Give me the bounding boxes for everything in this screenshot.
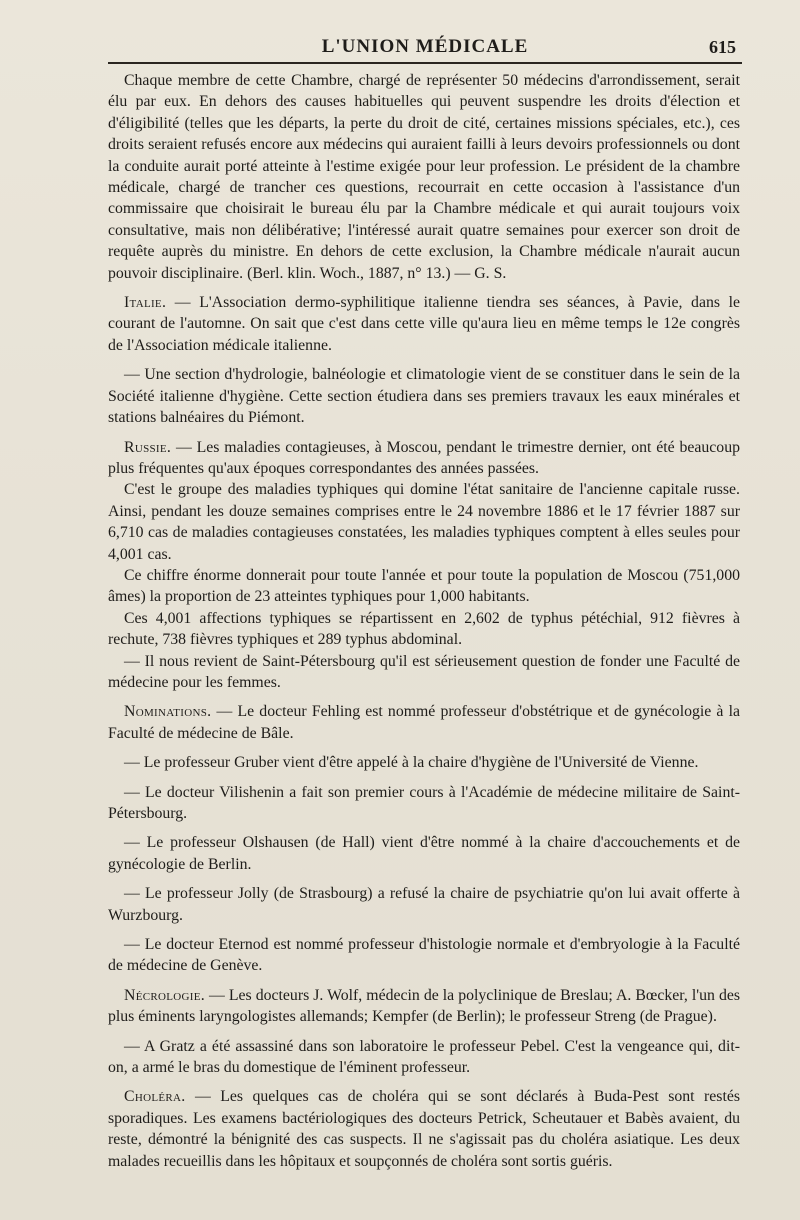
- paragraph-gruber: [108, 752, 740, 773]
- paragraph-gratz: [108, 1036, 740, 1079]
- article-body: [108, 70, 740, 1172]
- section-label-russie: Russie.: [124, 438, 172, 456]
- paragraph-text: — Le docteur Eternod est nommé professeur d'histologie normale et d'embryologie à la Faculté de médecine de Genève.: [108, 936, 740, 975]
- paragraph-text: — A Gratz a été assassiné dans son laboratoire le professeur Pebel. C'est la vengeance qui, dit-on, a armé le bras du domestique de l'éminent professeur.: [108, 1037, 740, 1077]
- paragraph-eternod: [108, 934, 740, 977]
- section-label-italie: Italie.: [124, 294, 167, 312]
- paragraph-nominations: [108, 701, 740, 744]
- paragraph-olshausen: [108, 832, 740, 875]
- paragraph-italie: [108, 292, 740, 356]
- paragraph-hydrologie: [108, 364, 740, 428]
- paragraph-text: — L'Association dermo-syphilitique italienne tiendra ses séances, à Pavie, dans le courant de l'automne. On sait que c'est dans cette ville qu'aura lieu en même temps le 12e congrès de l'Association médicale italienne.: [108, 294, 740, 354]
- section-label-necrologie: Nécrologie.: [124, 986, 205, 1004]
- paragraph-chambre-medicale: [108, 70, 740, 284]
- paragraph-vilishenin: [108, 782, 740, 825]
- paragraph-text: — Une section d'hydrologie, balnéologie et climatologie vient de se constituer dans le sein de la Société italienne d'hygiène. Cette section étudiera dans ses premiers travaux les eaux minérales et stations balnéaires du Piémont.: [108, 366, 740, 427]
- paragraph-text: — Les docteurs J. Wolf, médecin de la polyclinique de Breslau; A. Bœcker, l'un des plus éminents laryngologistes allemands; Kempfer (de Berlin); le professeur Streng (de Prague).: [108, 986, 740, 1026]
- running-header: [108, 34, 742, 64]
- paragraph-typhiques: [108, 479, 740, 565]
- paragraph-necrologie: [108, 985, 740, 1028]
- paragraph-russie: [108, 437, 740, 480]
- page-number: 615: [709, 37, 736, 57]
- paragraph-jolly: [108, 883, 740, 926]
- paragraph-text: Chaque membre de cette Chambre, chargé de représenter 50 médecins d'arrondissement, serait élu par eux. En dehors des causes habituelles qui peuvent suspendre les droits d'élection et d'éligibilité (telles que les départs, la perte du droit de cité, certaines missions spéciales, etc.), ces droits seraient refusés encore aux médecins qui auraient failli à leurs devoirs professionnels ou dont la conduite aurait porté atteinte à l'estime exigée pour leur profession. Le président de la chambre médicale, chargé de trancher ces questions, recourrait en cette occasion à l'assistance d'un commissaire que choisirait le bureau élu par la Chambre médicale et qui aurait toujours voix consultative, mais non délibérative; l'intéressé aurait quatre semaines pour exercer son droit de requête auprès du ministre. En dehors de cette exclusion, la Chambre médicale n'aurait aucun pouvoir disciplinaire. (Berl. klin. Woch., 1887, n° 13.) — G. S.: [108, 72, 740, 282]
- paragraph-repartition: [108, 608, 740, 651]
- paragraph-text: — Le professeur Olshausen (de Hall) vient d'être nommé à la chaire d'accouchements et de gynécologie de Berlin.: [108, 834, 740, 873]
- paragraph-text: — Les quelques cas de choléra qui se sont déclarés à Buda-Pest sont restés sporadiques. Les examens bactériologiques des docteurs Petrick, Scheutauer et Babès avaient, du reste, démontré la bénignité des cas suspects. Il ne s'agissait pas du choléra asiatique. Les deux malades recueillis dans les hôpitaux et soupçonnés de choléra sont sortis guéris.: [108, 1088, 740, 1170]
- journal-title: L'UNION MÉDICALE: [321, 36, 529, 57]
- paragraph-cholera: [108, 1086, 740, 1172]
- section-label-nominations: Nominations.: [124, 703, 212, 721]
- paragraph-text: Ce chiffre énorme donnerait pour toute l'année et pour toute la population de Moscou (751,000 âmes) la proportion de 23 atteintes typhiques pour 1,000 habitants.: [108, 566, 740, 606]
- paragraph-text: Ces 4,001 affections typhiques se répartissent en 2,602 de typhus pétéchial, 912 fièvres à rechute, 738 fièvres typhiques et 289 typhus abdominal.: [108, 609, 740, 649]
- paragraph-chiffre: [108, 565, 740, 608]
- paragraph-text: — Le professeur Gruber vient d'être appelé à la chaire d'hygiène de l'Université de Vienne.: [124, 754, 699, 772]
- paragraph-faculte-femmes: [108, 651, 740, 694]
- paragraph-text: — Le docteur Vilishenin a fait son premier cours à l'Académie de médecine militaire de Saint-Pétersbourg.: [108, 783, 740, 822]
- paragraph-text: — Le professeur Jolly (de Strasbourg) a refusé la chaire de psychiatrie qu'on lui avait offerte à Wurzbourg.: [108, 885, 740, 924]
- paragraph-text: C'est le groupe des maladies typhiques qui domine l'état sanitaire de l'ancienne capitale russe. Ainsi, pendant les douze semaines comprises entre le 24 novembre 1886 et le 17 février 1887 sur 6,710 cas de maladies contagieuses constatées, les maladies typhiques comptent à elles seules pour 4,001 cas.: [108, 481, 740, 563]
- header-rule: [108, 62, 742, 64]
- paragraph-text: — Il nous revient de Saint-Pétersbourg qu'il est sérieusement question de fonder une Faculté de médecine pour les femmes.: [108, 652, 740, 691]
- paragraph-text: — Le docteur Fehling est nommé professeur d'obstétrique et de gynécologie à la Faculté de médecine de Bâle.: [108, 703, 740, 742]
- section-label-cholera: Choléra.: [124, 1088, 186, 1106]
- paragraph-text: — Les maladies contagieuses, à Moscou, pendant le trimestre dernier, ont été beaucoup plus fréquentes qu'aux époques correspondantes des années passées.: [108, 438, 740, 477]
